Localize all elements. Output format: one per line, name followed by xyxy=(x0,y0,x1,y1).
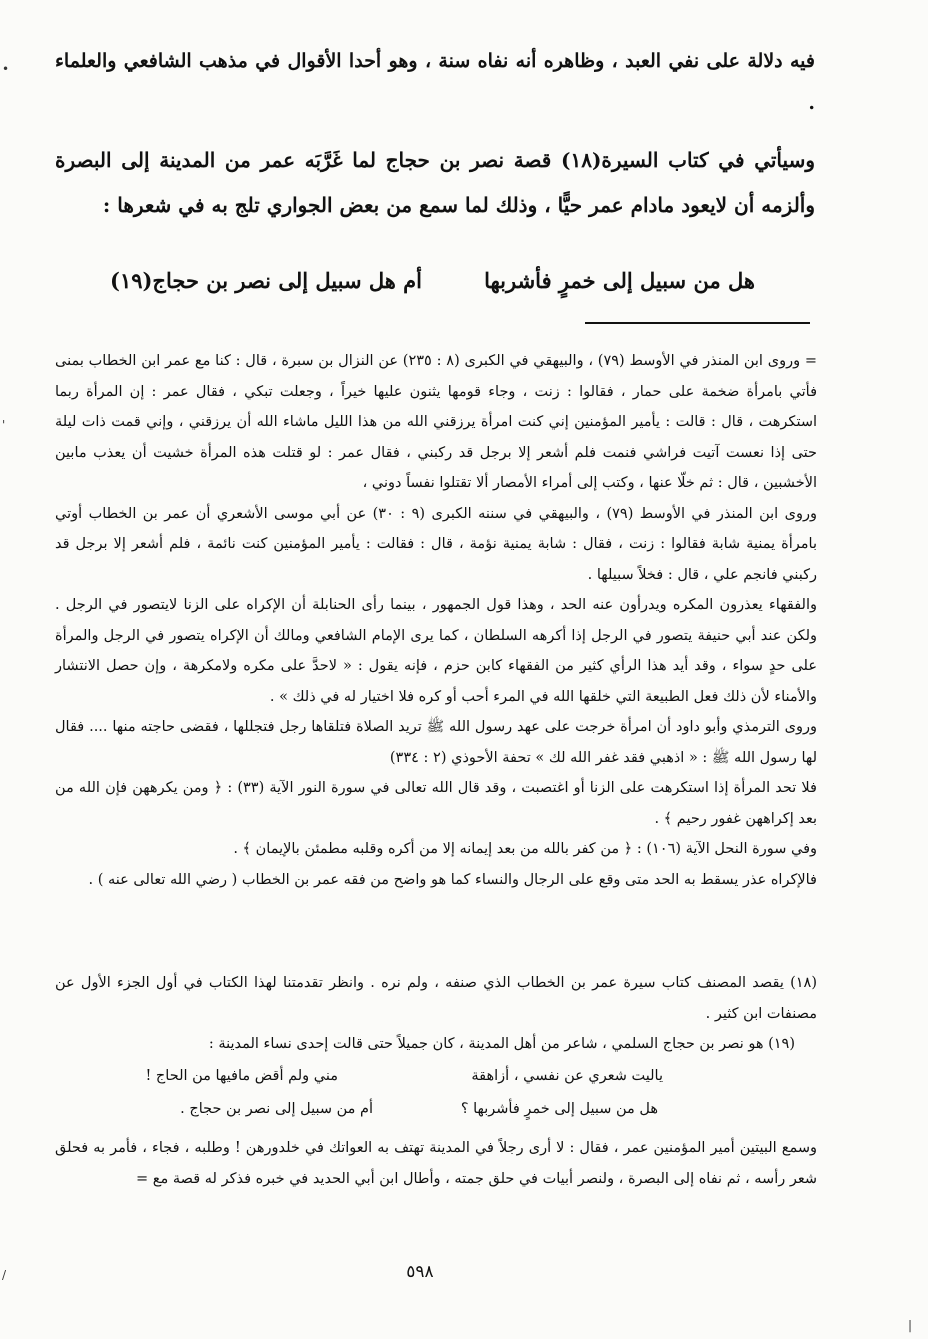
footnotes-18-19 xyxy=(55,968,817,1060)
footnote-paragraph: فلا تحد المرأة إذا استكرهت على الزنا أو اغتصبت ، وقد قال الله تعالى في سورة النور الآية (٣٣) : ﴿ ومن يكرههن فإن الله من بعد إكراههن غفور رحيم ﴾ . xyxy=(55,780,817,827)
footnote-19-end: وسمع البيتين أمير المؤمنين عمر ، فقال : لا أرى رجلاً في المدينة تهتف به العواتك في خلدورهن ! وطلبه ، فجاء ، فأمر به فحلق شعر رأسه ، ثم نفاه إلى البصرة ، ولنصر أبيات في حلق جمته ، وأطال ابن أبي الحديد في خبره فذكر له قصة مع = xyxy=(55,1140,817,1187)
main-text-story xyxy=(55,138,815,228)
footnote-separator-rule xyxy=(585,322,810,324)
footnote-paragraph: = وروى ابن المنذر في الأوسط (٧٩) ، والبيهقي في الكبرى (٨ : ٢٣٥) عن النزال بن سبرة ، قال : كنا مع عمر ابن الخطاب بمنى فأتي بامرأة ضخمة على حمار ، فقالوا : زنت ، وجاء قومها يثنون عليها خيراً ، وجعلت تبكي ، فقال عمر : إن المرأة ربما استكرهت ، قال : قالت : يأمير المؤمنين إني كنت امرأة يرزقني الله من هذا الليل ماشاء الله أن يرزقني ، وإني قمت ذات ليلة حتى إذا نعست آتيت فراشي فنمت فلم أشعر إلا برجل قد ركبني ، فقال عمر : لو قتلت هذه المرأة خشيت أن يعذب مابين الأخشبين ، قال : ثم خلّا عنها ، وكتب إلى أمراء الأمصار ألا تقتلوا نفساً دوني ، xyxy=(55,353,818,491)
footnote-paragraph: وروى ابن المنذر في الأوسط (٧٩) ، والبيهقي في سننه الكبرى (٩ : ٣٠) عن أبي موسى الأشعري أن عمر بن الخطاب أوتي بامرأة يمنية شابة فقالوا : زنت ، فقال : شابة يمنية نؤمة ، قال : فقالت : يأمير المؤمنين كنت نائمة ، فلم أشعر إلا برجل قد ركبني فانجم علي ، قال : فخلاً سبيلها . xyxy=(55,505,817,583)
footnote-paragraph: وفي سورة النحل الآية (١٠٦) : ﴿ من كفر بالله من بعد إيمانه إلا من أكره وقلبه مطمئن بالإيمان ﴾ . xyxy=(233,841,817,857)
footnote-continuation-block xyxy=(55,346,817,895)
footnote-paragraph: فالإكراه عذر يسقط به الحد متى وقع على الرجال والنساء كما هو واضح من فقه عمر بن الخطاب ( رضي الله تعالى عنه ) . xyxy=(88,871,817,888)
scan-mark: ' xyxy=(2,418,6,432)
scan-mark: | xyxy=(908,1318,913,1332)
main-text-top xyxy=(55,40,815,124)
verse-first-hemistich: هل من سبيل إلى خمرٍ فأشربها xyxy=(484,268,755,293)
footnote-paragraph: والفقهاء يعذرون المكره ويدرأون عنه الحد ، وهذا قول الجمهور ، بينما رأى الحنابلة أن الإكراه على الزنا لايتصور في الرجل . ولكن عند أبي حنيفة يتصور في الرجل إذا أكرهه السلطان ، كما يرى الإمام الشافعي ومالك أن الإكراه يتصور في الرجل والمرأة على حدٍ سواء ، وقد أيد هذا الرأي كثير من الفقهاء كابن حزم ، فإنه يقول : « لاحدَّ على مكره ولامكرهة ، وإن حصل الانتشار والأمناء لأن ذلك فعل الطبيعة التي خلقها الله في المرء أحب أو كره فلا اختيار له في ذلك » . xyxy=(55,597,817,705)
main-paragraph-2: وسيأتي في كتاب السيرة(١٨) قصة نصر بن حجاج لما غَرَّبَه عمر من المدينة إلى البصرة وألزمه أن لايعود مادام عمر حيًّا ، وذلك لما سمع من بعض الجواري تلج به في شعرها : xyxy=(55,148,815,217)
page-number: ٥٩٨ xyxy=(406,1262,434,1282)
footnote-paragraph: وروى الترمذي وأبو داود أن امرأة خرجت على عهد رسول الله ﷺ تريد الصلاة فتلقاها رجل فتجللها ، فقضى حاجته منها .... فقال لها رسول الله ﷺ : « اذهبي فقد غفر الله لك » تحفة الأحوذي (٢ : ٣٣٤) xyxy=(55,719,817,766)
main-paragraph-1: فيه دلالة على نفي العبد ، وظاهره أنه نفاه سنة ، وهو أحدا الأقوال في مذهب الشافعي والعلماء . xyxy=(55,50,815,114)
verse-second-hemistich: أم هل سبيل إلى نصر بن حجاج(١٩) xyxy=(110,268,422,293)
verse-line xyxy=(100,268,800,310)
scan-mark: / xyxy=(2,1268,7,1282)
poem-line-1-second-half: مني ولم أقض مافيها من الحاج ! xyxy=(145,1068,338,1084)
footnote-19-intro: (١٩) هو نصر بن حجاج السلمي ، شاعر من أهل المدينة ، كان جميلاً حتى قالت إحدى نساء المدينة : xyxy=(208,1036,795,1052)
footnote-18: (١٨) يقصد المصنف كتاب سيرة عمر بن الخطاب الذي صنفه ، ولم نره . وانظر تقدمتنا لهذا الكتاب في أول الجزء الأول عن مصنفات ابن كثير . xyxy=(55,975,817,1022)
scan-mark: • xyxy=(2,62,10,76)
footnote-19-continuation xyxy=(55,1133,817,1194)
poem-line-2-second-half: أم من سبيل إلى نصر بن حجاج . xyxy=(180,1101,373,1117)
poem-line-1-first-half: ياليت شعري عن نفسي ، أزاهقة xyxy=(471,1068,663,1084)
poem-line-2-first-half: هل من سبيل إلى خمرٍ فأشربها ؟ xyxy=(460,1101,658,1117)
